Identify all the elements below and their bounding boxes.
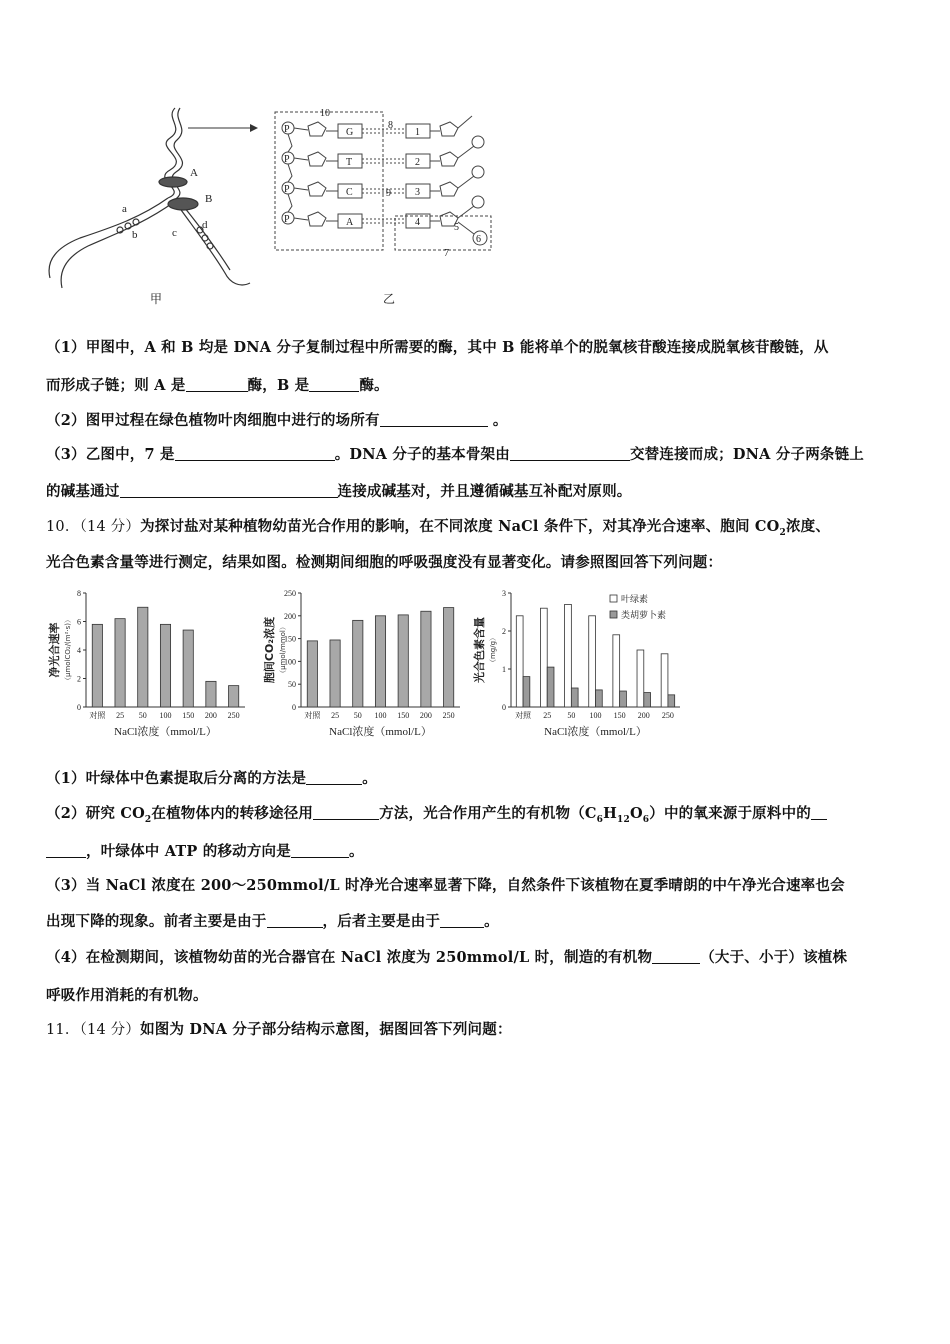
legend-swatch (610, 611, 617, 618)
q10-intro-line2: 光合色素含量等进行测定，结果如图。检测期间细胞的呼吸强度没有显著变化。请参照图回答下列问题： (46, 554, 723, 571)
bar (589, 616, 596, 707)
y-tick-label: 0 (292, 703, 296, 712)
bar (661, 654, 668, 707)
bar (138, 607, 148, 707)
q9-p3-text-d: 的碱基通过 (46, 483, 120, 500)
q11-text: 如图为 DNA 分子部分结构示意图，据图回答下列问题： (140, 1021, 512, 1038)
y-tick-label: 1 (502, 665, 506, 674)
bar (398, 615, 408, 707)
answer-blank-site[interactable] (380, 412, 488, 428)
bar (540, 608, 547, 707)
num-9: 9 (386, 188, 391, 199)
q10-s2-text-e: ，叶绿体中 ATP 的移动方向是 (86, 843, 291, 860)
q9-p1-line1: （1）甲图中，A 和 B 均是 DNA 分子复制过程中所需要的酶，其中 B 能将单个的脱氧核苷酸连接成脱氧核苷酸链，从 (46, 339, 829, 356)
answer-blank-compare[interactable] (652, 949, 700, 965)
bar (516, 616, 523, 707)
pair-4: 4 (415, 217, 420, 228)
q9-p3-text-b: 。DNA 分子的基本骨架由 (334, 446, 510, 463)
y-tick-label: 250 (284, 589, 296, 598)
y-tick-label: 200 (284, 611, 296, 621)
q11-score: （14 分） (79, 1022, 141, 1038)
q10-s2-h: H (603, 805, 618, 822)
answer-blank-oxygen-a[interactable] (811, 805, 827, 821)
replication-fork-diagram (49, 108, 250, 288)
q11-line (46, 1018, 512, 1039)
x-tick-label: 对照 (89, 711, 106, 720)
y-tick-label: 2 (502, 627, 506, 636)
q11-number: 11． (46, 1022, 80, 1038)
x-tick-label: 100 (159, 711, 172, 720)
y-tick-label: 8 (77, 589, 81, 598)
x-tick-label: 25 (116, 711, 125, 720)
q10-s3-line1: （3）当 NaCl 浓度在 200～250mmol/L 时净光合速率显著下降，自然条件下该植物在夏季晴朗的中午净光合速率也会 (46, 877, 845, 894)
q9-p1-text-c: 酶。 (359, 377, 389, 394)
q9-p1-text-b: 酶，B 是 (247, 377, 310, 394)
bar (565, 604, 572, 707)
y-axis-unit: （μmolCO₂/(m²·s)） (64, 615, 72, 685)
bar (375, 616, 385, 707)
x-tick-label: 25 (331, 711, 340, 720)
y-axis-label: 光合色素含量 (473, 617, 486, 683)
q10-s3-line2 (46, 910, 499, 931)
bar (571, 688, 578, 707)
q10-s2-h-sub: 12 (617, 814, 630, 825)
q10-s3-text-a: 出现下降的现象。前者主要是由于 (46, 913, 267, 930)
bar (92, 624, 102, 707)
y-axis-unit: （μmol/mmol） (279, 623, 287, 677)
q9-p3-line1 (46, 443, 864, 464)
q10-s2-c-sub: 6 (596, 814, 604, 825)
bar (421, 611, 431, 707)
y-tick-label: 3 (502, 589, 506, 598)
x-tick-label: 100 (374, 711, 387, 720)
q10-s4-text-b: （大于、小于）该植株 (700, 949, 848, 966)
phosphate-3: P (284, 184, 290, 195)
answer-blank-reason-2[interactable] (440, 913, 484, 929)
y-axis-label: 净光合速率 (48, 622, 61, 678)
q10-s2-text-d: ）中的氧来源于原料中的 (649, 805, 811, 822)
caption-jia: 甲 (150, 292, 163, 306)
answer-blank-backbone[interactable] (510, 446, 630, 462)
label-A: A (190, 167, 198, 179)
arrow-head (250, 124, 258, 132)
num-10: 10 (320, 108, 330, 119)
bar (307, 641, 317, 707)
bar (596, 690, 603, 707)
x-axis-label: NaCl浓度（mmol/L） (544, 726, 647, 738)
x-tick-label: 25 (543, 711, 552, 720)
x-tick-label: 50 (138, 711, 147, 720)
legend-label: 叶绿素 (621, 595, 649, 605)
q10-s4-text-a: （4）在检测期间，该植物幼苗的光合器官在 NaCl 浓度为 250mmol/L 时，制造的有机物 (46, 949, 653, 966)
y-tick-label: 2 (77, 674, 81, 684)
q9-p2 (46, 409, 508, 430)
q10-s2-line1 (46, 802, 827, 825)
q10-s2-text-c: 方法，光合作用产生的有机物（C (379, 805, 597, 822)
bar (523, 677, 530, 707)
bar (613, 635, 620, 707)
bar (330, 640, 340, 707)
q9-p1-line2 (46, 374, 389, 395)
q9-p3-text-e: 连接成碱基对，并且遵循碱基互补配对原则。 (337, 483, 632, 500)
q9-p3-line2 (46, 480, 632, 501)
q10-s2-text-a: （2）研究 CO (46, 805, 145, 822)
legend-label: 类胡萝卜素 (621, 611, 667, 621)
phosphate-2: P (284, 154, 290, 165)
y-axis-label: 胞间CO₂浓度 (263, 616, 276, 684)
num-6: 6 (476, 234, 481, 245)
q10-s4-line1 (46, 946, 847, 967)
x-tick-label: 200 (637, 711, 650, 720)
y-tick-label: 0 (502, 703, 506, 712)
q10-s2-text-b: 在植物体内的转移途径用 (151, 805, 314, 822)
base-A: A (346, 217, 354, 228)
base-G: G (346, 127, 354, 138)
q10-intro-sub: 2 (779, 527, 786, 538)
base-C: C (346, 187, 353, 198)
q9-p2-text-b: 。 (487, 412, 508, 429)
x-tick-label: 100 (589, 711, 602, 720)
answer-blank-method[interactable] (313, 805, 379, 821)
x-tick-label: 250 (227, 711, 240, 720)
y-tick-label: 0 (77, 703, 81, 712)
label-b: b (132, 229, 138, 241)
bar (183, 630, 193, 707)
bar (353, 620, 363, 707)
q10-s3-text-c: 。 (484, 913, 499, 930)
q10-score: （14 分） (79, 519, 141, 535)
label-c: c (172, 227, 177, 239)
x-tick-label: 250 (442, 711, 455, 720)
answer-blank-b[interactable] (309, 377, 359, 393)
q9-p3-text-c: 交替连接而成；DNA 分子两条链上 (629, 446, 864, 463)
q10-intro-end: 浓度、 (785, 518, 831, 535)
x-tick-label: 250 (661, 711, 674, 720)
q10-intro-text: 为探讨盐对某种植物幼苗光合作用的影响，在不同浓度 NaCl 条件下，对其净光合速率、胞间 CO (140, 518, 780, 535)
q9-p2-text-a: （2）图甲过程在绿色植物叶肉细胞中进行的场所有 (46, 412, 380, 429)
label-a: a (122, 203, 127, 215)
chart-2 (262, 589, 460, 738)
y-tick-label: 100 (284, 657, 296, 667)
y-tick-label: 150 (284, 634, 296, 644)
x-tick-label: 200 (419, 711, 432, 720)
label-d: d (202, 219, 208, 231)
label-B: B (205, 193, 213, 205)
answer-blank-oxygen-b[interactable] (46, 843, 86, 859)
x-tick-label: 150 (397, 711, 410, 720)
q10-s2-line2 (46, 840, 364, 861)
answer-blank-7[interactable] (175, 446, 335, 462)
bar (206, 681, 216, 707)
q10-s2-sub: 2 (144, 814, 152, 825)
pair-3: 3 (415, 187, 420, 198)
q10-s2-o: O (629, 805, 643, 822)
y-axis-unit: （mg/g） (489, 633, 497, 667)
q10-s3-text-b: ，后者主要是由于 (322, 913, 441, 930)
q10-s1 (46, 767, 377, 788)
q10-number: 10． (46, 519, 80, 535)
x-tick-label: 200 (204, 711, 217, 720)
q10-s4-line2: 呼吸作用消耗的有机物。 (46, 987, 208, 1004)
bar (444, 608, 454, 707)
pair-1: 1 (415, 127, 420, 138)
num-8: 8 (388, 120, 393, 131)
bar (115, 619, 125, 707)
chart-3 (472, 589, 680, 738)
answer-blank-separation[interactable] (306, 770, 362, 786)
x-tick-label: 50 (353, 711, 362, 720)
dna-figure (40, 98, 510, 308)
x-axis-label: NaCl浓度（mmol/L） (329, 726, 432, 738)
bar (160, 624, 170, 707)
answer-blank-reason-1[interactable] (267, 913, 323, 929)
x-tick-label: 对照 (515, 711, 532, 720)
q10-s1-text-b: 。 (362, 770, 377, 787)
q10-s1-text-a: （1）叶绿体中色素提取后分离的方法是 (46, 770, 307, 787)
pair-2: 2 (415, 157, 420, 168)
answer-blank-atp[interactable] (291, 843, 349, 859)
y-tick-label: 6 (77, 617, 81, 627)
answer-blank-a[interactable] (186, 377, 248, 393)
num-7: 7 (444, 248, 449, 259)
answer-blank-bond[interactable] (120, 483, 338, 499)
x-axis-label: NaCl浓度（mmol/L） (114, 726, 217, 738)
q10-intro-line1 (46, 515, 830, 538)
bar (229, 686, 239, 707)
bar (547, 667, 554, 707)
x-tick-label: 50 (567, 711, 576, 720)
bar (637, 650, 644, 707)
x-tick-label: 150 (613, 711, 626, 720)
base-T: T (346, 157, 353, 168)
bar (668, 695, 675, 707)
x-tick-label: 150 (182, 711, 195, 720)
bar (644, 693, 651, 707)
chart-1 (47, 589, 245, 738)
y-tick-label: 50 (288, 680, 296, 690)
q9-p1-text-a: 而形成子链；则 A 是 (46, 377, 186, 394)
q9-p3-text-a: （3）乙图中，7 是 (46, 446, 175, 463)
q10-s2-o-sub: 6 (642, 814, 650, 825)
phosphate-4: P (284, 214, 290, 225)
phosphate-1: P (284, 124, 290, 135)
legend-swatch (610, 595, 617, 602)
nacl-charts (46, 585, 686, 750)
y-tick-label: 4 (77, 646, 81, 655)
q10-s2-text-f: 。 (348, 843, 364, 860)
caption-yi: 乙 (383, 292, 396, 306)
num-5: 5 (454, 222, 459, 233)
x-tick-label: 对照 (304, 711, 321, 720)
bar (620, 691, 627, 707)
